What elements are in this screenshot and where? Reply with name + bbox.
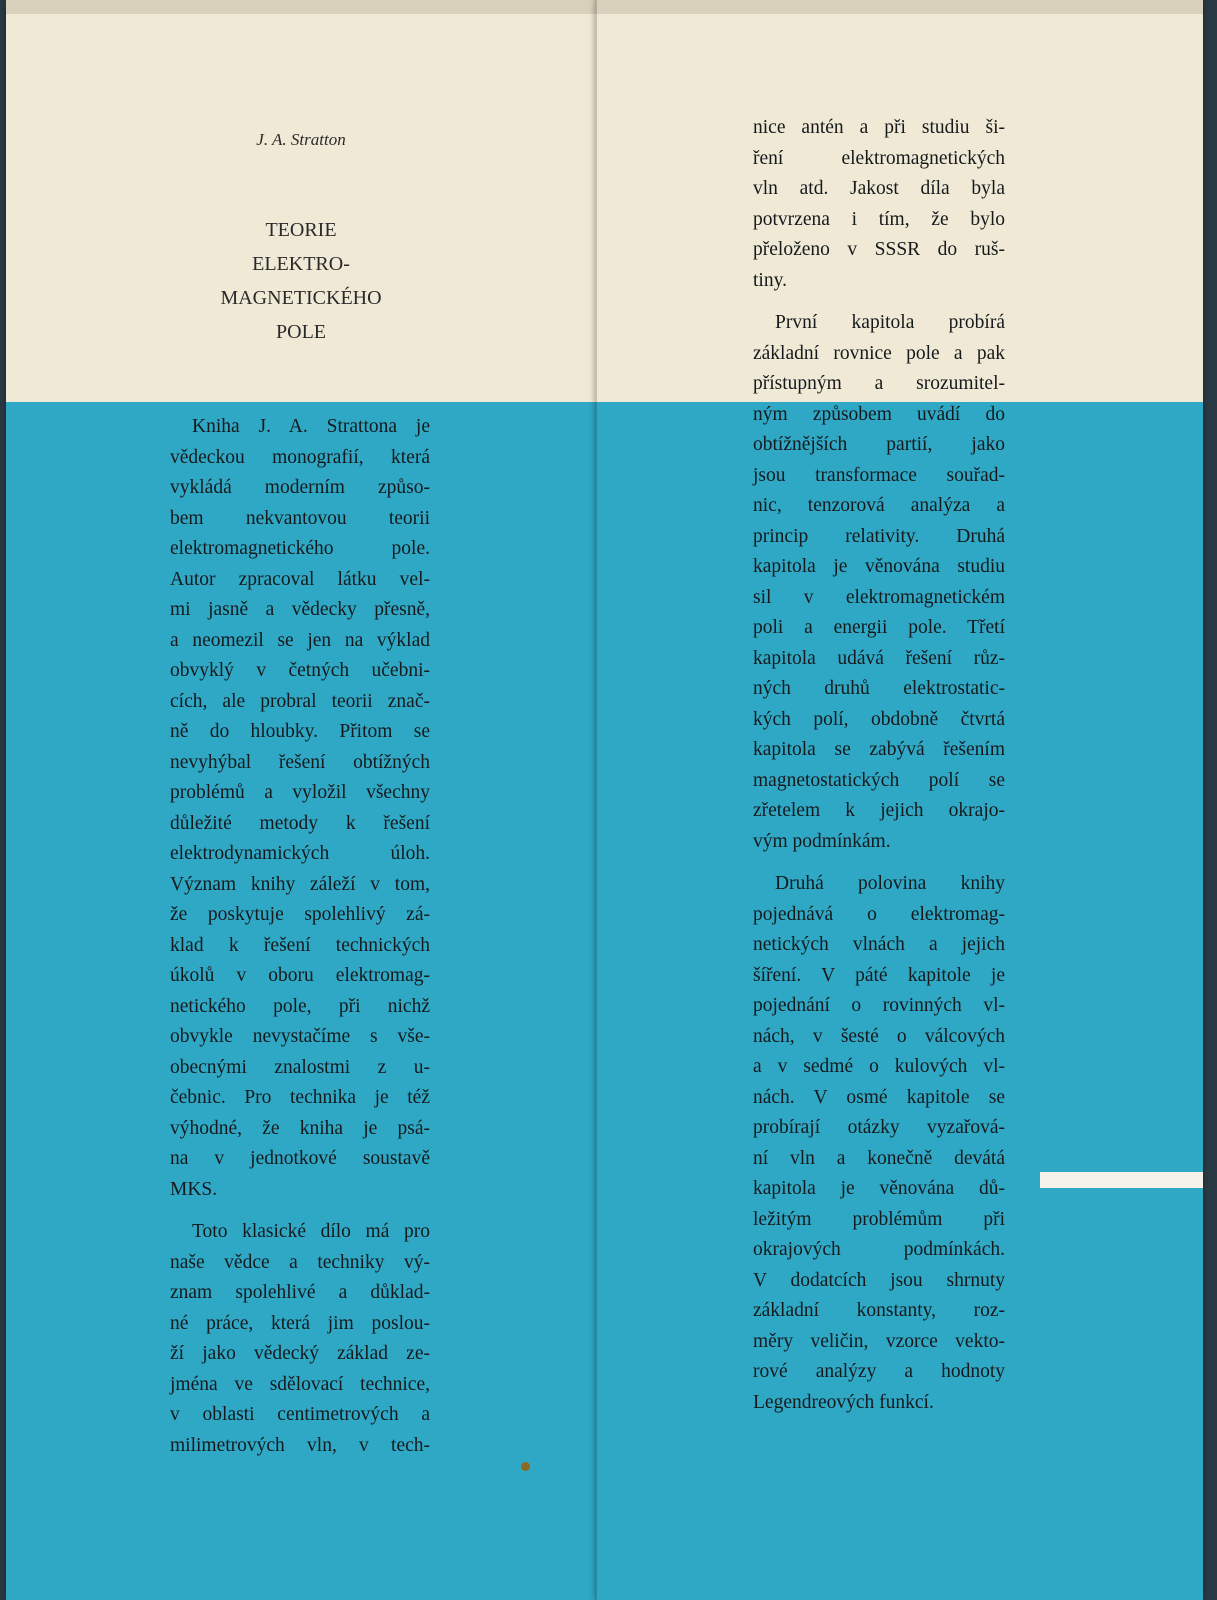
text-line: naše vědce a techniky vý- [170, 1251, 430, 1273]
title-line: POLE [276, 321, 326, 343]
text-line: ní vln a konečně devátá [753, 1147, 1005, 1169]
text-line: základní konstanty, roz- [753, 1300, 1005, 1321]
text-line: znam spolehlivé a důklad- [170, 1282, 430, 1303]
right-blurb-column [753, 113, 1005, 1418]
white-strip [1040, 1172, 1203, 1188]
title-line: TEORIE [265, 219, 337, 241]
text-line: mi jasně a vědecky přesně, [170, 599, 430, 620]
text-line: jsou transformace souřad- [753, 464, 1005, 486]
text-line: MKS. [170, 1178, 218, 1200]
text-line: jména ve sdělovací technice, [170, 1373, 430, 1395]
fold-line [595, 0, 597, 1600]
text-line: netického pole, při nichž [170, 995, 430, 1017]
text-line: ležitým problémům při [753, 1208, 1005, 1230]
text-line: pojednání o rovinných vl- [753, 995, 1005, 1016]
left-blurb-column [170, 412, 430, 1461]
author-name: J. A. Stratton [256, 130, 346, 149]
text-line: princip relativity. Druhá [753, 525, 1005, 547]
text-line: čebnic. Pro technika je též [170, 1087, 430, 1108]
text-line: netických vlnách a jejich [753, 934, 1005, 955]
text-line: na v jednotkové soustavě [170, 1148, 430, 1169]
text-line: Druhá polovina knihy [775, 873, 1005, 894]
text-line: kých polí, obdobně čtvrtá [753, 708, 1005, 730]
book-title [6, 213, 596, 349]
text-line: ží jako vědecký základ ze- [170, 1343, 430, 1364]
text-line: že poskytuje spolehlivý zá- [170, 904, 430, 925]
text-line: šíření. V páté kapitole je [753, 964, 1005, 986]
text-line: ných druhů elektrostatic- [753, 678, 1005, 699]
text-line: přeloženo v SSSR do ruš- [753, 239, 1005, 260]
text-line: obvyklý v četných učebni- [170, 660, 430, 681]
text-line: tiny. [753, 269, 787, 291]
text-line: kapitola je věnována studiu [753, 556, 1005, 577]
text-line: nic, tenzorová analýza a [753, 495, 1005, 516]
text-line: milimetrových vln, v tech- [170, 1434, 430, 1456]
text-line: První kapitola probírá [775, 312, 1005, 333]
text-line: rové analýzy a hodnoty [753, 1361, 1005, 1382]
text-line: úkolů v oboru elektromag- [170, 965, 430, 986]
left-flap [6, 0, 596, 1600]
text-line: vědeckou monografií, která [170, 446, 430, 468]
text-line: potvrzena i tím, že bylo [753, 208, 1005, 230]
text-line: Kniha J. A. Strattona je [192, 416, 430, 437]
text-line: okrajových podmínkách. [753, 1239, 1005, 1260]
text-line: nevyhýbal řešení obtížných [170, 751, 430, 773]
text-line: a neomezil se jen na výklad [170, 629, 430, 651]
text-line: Význam knihy záleží v tom, [170, 873, 430, 895]
text-line: V dodatcích jsou shrnuty [753, 1269, 1005, 1291]
text-line: Autor zpracoval látku vel- [170, 568, 430, 590]
text-line: vým podmínkám. [753, 830, 891, 852]
text-line: pojednává o elektromag- [753, 903, 1005, 925]
text-line: přístupným a srozumitel- [753, 373, 1005, 394]
text-line: bem nekvantovou teorii [170, 507, 430, 529]
text-line: obtížnějších partií, jako [753, 434, 1005, 455]
text-line: magnetostatických polí se [753, 769, 1005, 791]
text-line: Toto klasické dílo má pro [192, 1221, 430, 1242]
top-edge [6, 0, 596, 14]
text-line: Legendreových funkcí. [753, 1391, 934, 1413]
text-line: vln atd. Jakost díla byla [753, 178, 1005, 199]
text-line: poli a energii pole. Třetí [753, 617, 1005, 638]
text-line: nách. V osmé kapitole se [753, 1086, 1005, 1108]
text-line: cích, ale probral teorii znač- [170, 690, 430, 712]
text-line: klad k řešení technických [170, 934, 430, 956]
text-line: základní rovnice pole a pak [753, 342, 1005, 364]
text-line: měry veličin, vzorce vekto- [753, 1330, 1005, 1352]
text-line: a v sedmé o kulových vl- [753, 1056, 1005, 1077]
text-line: ným způsobem uvádí do [753, 403, 1005, 425]
text-line: ně do hloubky. Přitom se [170, 721, 430, 742]
text-line: kapitola udává řešení růz- [753, 647, 1005, 669]
text-line: ření elektromagnetických [753, 147, 1005, 169]
text-line: probírají otázky vyzařová- [753, 1117, 1005, 1138]
text-line: kapitola se zabývá řešením [753, 739, 1005, 760]
text-line: zřetelem k jejich okrajo- [753, 800, 1005, 821]
right-flap [595, 0, 1203, 1600]
text-line: problémů a vyložil všechny [170, 782, 430, 803]
text-line: né práce, která jim poslou- [170, 1312, 430, 1334]
text-line: vykládá moderním způso- [170, 477, 430, 498]
text-line: důležité metody k řešení [170, 812, 430, 834]
text-line: elektromagnetického pole. [170, 538, 430, 559]
text-line: obecnými znalostmi z u- [170, 1056, 430, 1078]
text-line: nice antén a při studiu ši- [753, 117, 1005, 138]
top-edge [595, 0, 1203, 14]
text-line: nách, v šesté o válcových [753, 1025, 1005, 1047]
text-line: elektrodynamických úloh. [170, 843, 430, 864]
text-line: kapitola je věnována dů- [753, 1178, 1005, 1199]
text-line: obvykle nevystačíme s vše- [170, 1026, 430, 1047]
title-line: MAGNETICKÉHO [220, 287, 382, 309]
text-line: v oblasti centimetrových a [170, 1404, 430, 1425]
text-line: sil v elektromagnetickém [753, 586, 1005, 608]
stain-mark [521, 1462, 530, 1471]
text-line: výhodné, že kniha je psá- [170, 1117, 430, 1139]
title-line: ELEKTRO- [252, 253, 350, 275]
